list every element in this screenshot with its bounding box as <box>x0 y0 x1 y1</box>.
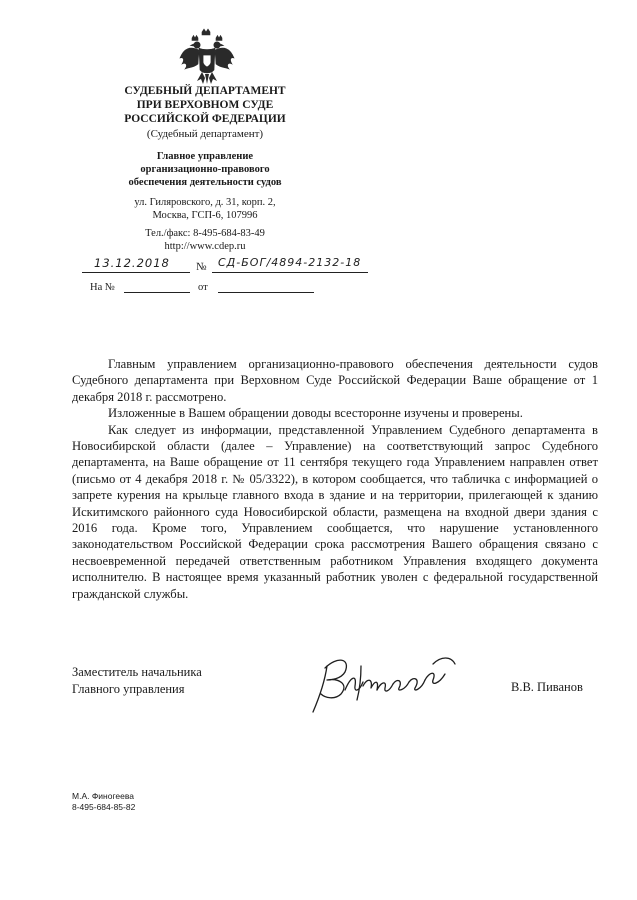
handwritten-signature <box>305 646 465 718</box>
dept-line-3: обеспечения деятельности судов <box>128 177 282 188</box>
paragraph-1: Главным управлением организационно-правового обеспечения деятельности судов Судебного департамента при Верховном Суде Российской Федерации Ваше обращение от 1 декабря 2018 г. рассмотрено. <box>72 357 598 404</box>
address-line-1: ул. Гиляровского, д. 31, корп. 2, <box>134 197 276 208</box>
org-line-1: СУДЕБНЫЙ ДЕПАРТАМЕНТ <box>124 85 286 97</box>
executor-block <box>72 791 135 813</box>
signatory-title <box>72 664 202 698</box>
executor-phone: 8-495-684-85-82 <box>72 802 136 812</box>
reference-line <box>72 282 372 296</box>
org-short-name: (Судебный департамент) <box>146 128 264 140</box>
address-block <box>90 196 320 222</box>
executor-name: М.А. Финогеева <box>72 791 134 801</box>
paragraph-3: Как следует из информации, представленной Управлением Судебного департамента в Новосибирской области (далее – Управление) на соответствующий запрос Судебного департамента, на Ваше обращение от 11 сентября текущего года Управлением направлен ответ (письмо от 4 декабря 2018 г. № 05/3322), в котором сообщается, что табличка с информацией о запрете курения на крыльце главного входа в здание и на территории, прилегающей к зданию Искитимского районного суда Новосибирской области, размещена на входной двери здания с 2016 года. Кроме того, Управлением сообщается, что нарушение установленного законодательством Российской Федерации срока рассмотрения Вашего обращения связано с несвоевременной передачей ответственным работником Управления входящего документа исполнителю. В настоящее время указанный работник уволен с федеральной государственной гражданской службы. <box>72 422 598 601</box>
phone-fax: Тел./факс: 8-495-684-83-49 <box>145 228 265 239</box>
reference-date-underline <box>218 292 314 293</box>
reference-from-label: от <box>198 282 208 293</box>
org-line-2: ПРИ ВЕРХОВНОМ СУДЕ <box>136 99 274 111</box>
paragraph-2: Изложенные в Вашем обращении доводы всесторонне изучены и проверены. <box>108 406 523 421</box>
double-headed-eagle-emblem-icon <box>178 28 236 88</box>
signatory-title-line-1: Заместитель начальника <box>72 665 202 679</box>
department-block <box>90 150 320 189</box>
address-line-2: Москва, ГСП-6, 107996 <box>152 210 258 221</box>
signatory-title-line-2: Главного управления <box>72 682 185 696</box>
reference-number-underline <box>124 292 190 293</box>
website: http://www.cdep.ru <box>164 240 246 252</box>
registration-line <box>72 256 372 276</box>
registration-number: СД-БОГ/4894-2132-18 <box>218 256 362 269</box>
number-sign: № <box>196 261 207 273</box>
registration-date: 13.12.2018 <box>94 256 170 270</box>
letter-body <box>72 356 598 602</box>
org-name-block <box>90 84 320 126</box>
org-line-3: РОССИЙСКОЙ ФЕДЕРАЦИИ <box>124 113 286 125</box>
dept-line-1: Главное управление <box>156 151 254 162</box>
date-underline <box>82 272 190 273</box>
number-underline <box>212 272 368 273</box>
reference-label: На № <box>90 282 115 293</box>
dept-line-2: организационно-правового <box>140 164 270 175</box>
contacts-block <box>90 228 320 253</box>
signatory-name: В.В. Пиванов <box>511 680 583 694</box>
